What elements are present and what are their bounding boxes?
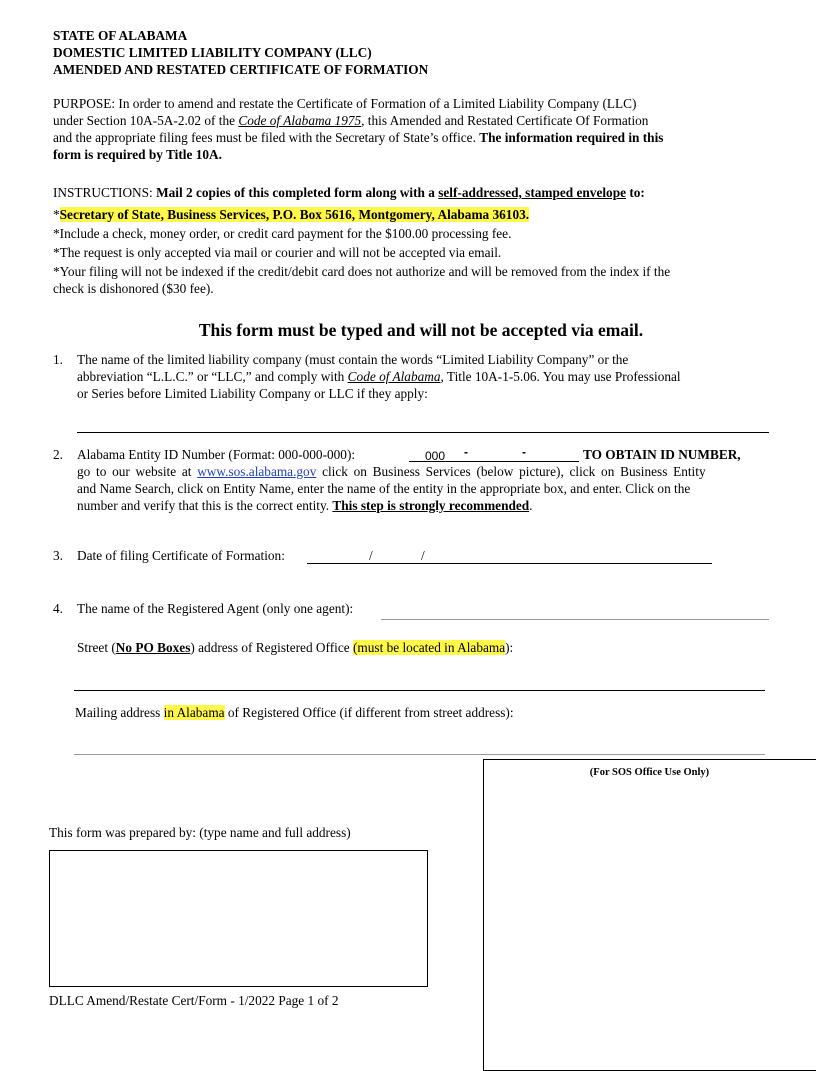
header-form-title: AMENDED AND RESTATED CERTIFICATE OF FORMATION <box>53 62 429 77</box>
mailing-address: *Secretary of State, Business Services, P.O. Box 5616, Montgomery, Alabama 36103. <box>53 207 530 222</box>
formation-date-field[interactable] <box>307 563 712 564</box>
instruction-mail-only: *The request is only accepted via mail or courier and will not be accepted via email. <box>53 245 502 260</box>
item-2-line-4: number and verify that this is the correct entity. This step is strongly recommended. <box>77 498 533 513</box>
instruction-payment: *Include a check, money order, or credit card payment for the $100.00 processing fee. <box>53 226 512 241</box>
obtain-id-heading: TO OBTAIN ID NUMBER, <box>583 447 741 462</box>
purpose-line-1: PURPOSE: In order to amend and restate the Certificate of Formation of a Limited Liability Company (LLC) <box>53 96 637 111</box>
item-1-number: 1. <box>53 352 63 367</box>
item-1-line-2: abbreviation “L.L.C.” or “LLC,” and comply with Code of Alabama, Title 10A-1-5.06. You may use Professional <box>77 369 681 384</box>
item-1-line-3: or Series before Limited Liability Company or LLC if they apply: <box>77 386 428 401</box>
registered-agent-label: The name of the Registered Agent (only one agent): <box>77 601 354 616</box>
sos-website-link[interactable]: www.sos.alabama.gov <box>197 464 317 479</box>
sos-office-use-box <box>483 759 816 1071</box>
date-slash-2: / <box>421 548 425 563</box>
instruction-indexing: *Your filing will not be indexed if the credit/debit card does not authorize and will be removed from the index if the <box>53 264 671 279</box>
entity-id-prefix: 000 <box>425 449 446 463</box>
entity-id-label: Alabama Entity ID Number (Format: 000-000-000): <box>77 447 356 462</box>
item-1-line-1: The name of the limited liability company (must contain the words “Limited Liability Company” or the <box>77 352 629 367</box>
form-footer: DLLC Amend/Restate Cert/Form - 1/2022 Page 1 of 2 <box>49 993 339 1008</box>
street-address-field[interactable] <box>74 690 765 691</box>
prepared-by-field[interactable] <box>49 850 428 987</box>
entity-id-dash-2: - <box>522 445 526 459</box>
sos-office-use-label: (For SOS Office Use Only) <box>589 767 710 778</box>
instruction-dishonored: check is dishonored ($30 fee). <box>53 281 214 296</box>
instructions-heading: INSTRUCTIONS: Mail 2 copies of this completed form along with a self-addressed, stamped envelope to: <box>53 185 645 200</box>
prepared-by-label: This form was prepared by: (type name and full address) <box>49 825 351 840</box>
code-of-alabama-1975: Code of Alabama 1975 <box>238 113 362 128</box>
purpose-line-2: under Section 10A-5A-2.02 of the Code of Alabama 1975, this Amended and Restated Certificate Of Formation <box>53 113 649 128</box>
item-4-number: 4. <box>53 601 63 616</box>
llc-name-field[interactable] <box>77 432 769 433</box>
item-3-number: 3. <box>53 548 63 563</box>
mailing-address-field[interactable] <box>74 754 765 755</box>
mailing-address-label: Mailing address in Alabama of Registered Office (if different from street address): <box>75 705 514 720</box>
street-address-label: Street (No PO Boxes) address of Registered Office (must be located in Alabama): <box>77 640 514 655</box>
typed-only-notice: This form must be typed and will not be accepted via email. <box>198 320 644 340</box>
item-2-number: 2. <box>53 447 63 462</box>
purpose-line-3: and the appropriate filing fees must be filed with the Secretary of State’s office. The information required in this <box>53 130 664 145</box>
item-2-line-2: go to our website at www.sos.alabama.gov click on Business Services (below picture), click on Business Entity <box>77 464 706 479</box>
header-company-type: DOMESTIC LIMITED LIABILITY COMPANY (LLC) <box>53 45 372 60</box>
purpose-line-4: form is required by Title 10A. <box>53 147 222 162</box>
formation-date-label: Date of filing Certificate of Formation: <box>77 548 285 563</box>
entity-id-dash-1: - <box>464 445 468 459</box>
registered-agent-field[interactable] <box>381 619 769 620</box>
header-state: STATE OF ALABAMA <box>53 28 188 43</box>
item-2-line-3: and Name Search, click on Entity Name, enter the name of the entity in the appropriate box, and enter. Click on the <box>77 481 691 496</box>
date-slash-1: / <box>369 548 373 563</box>
